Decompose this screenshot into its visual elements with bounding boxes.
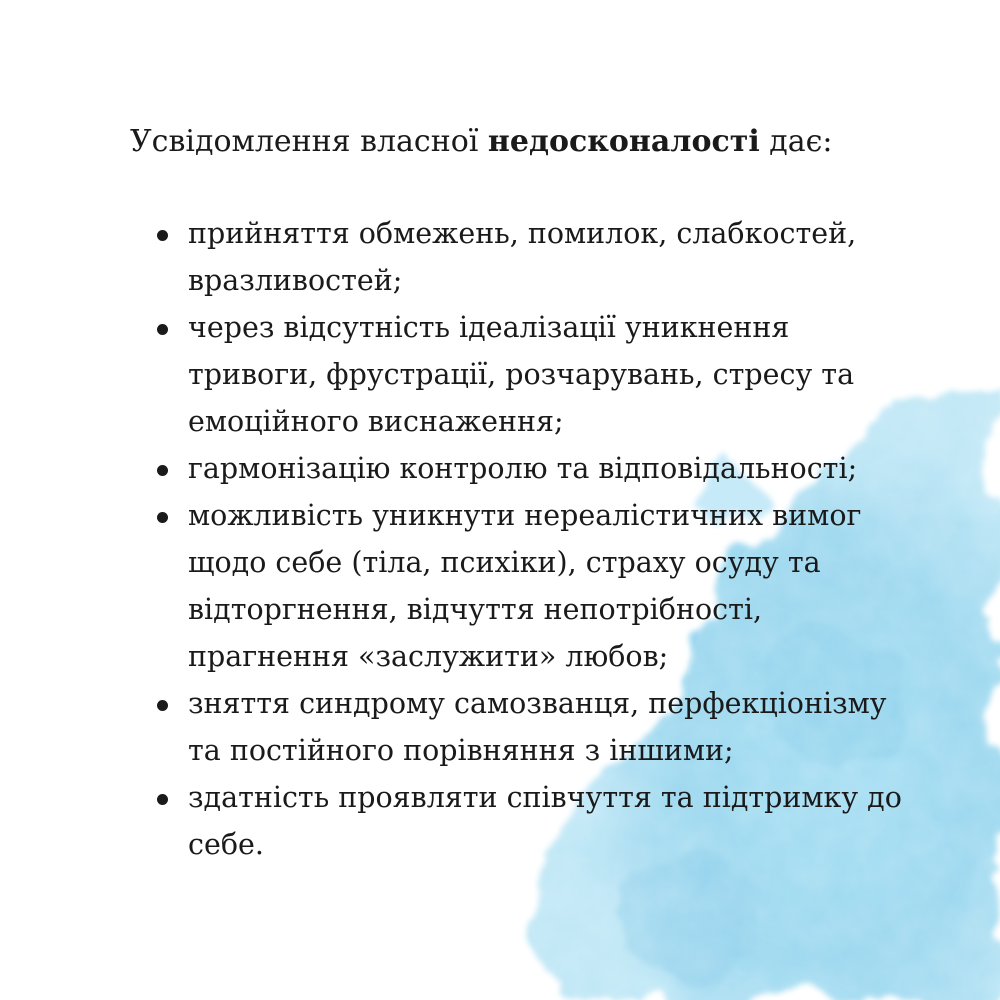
bullet-icon (157, 230, 168, 241)
bullet-icon (157, 700, 168, 711)
bullet-icon (157, 324, 168, 335)
intro-sentence (130, 118, 950, 166)
list-item: прийняття обмежень, помилок, слабкостей, вразливостей; (155, 210, 925, 304)
list-item: можливість уникнути нереалістичних вимог щодо себе (тіла, психіки), страху осуду та відторгнення, відчуття непотрібності, прагнення «заслужити» любов; (155, 492, 925, 680)
list-item: через відсутність ідеалізації уникнення тривоги, фрустрації, розчарувань, стресу та емоційного виснаження; (155, 304, 925, 445)
bullet-list (155, 210, 925, 868)
bullet-icon (157, 794, 168, 805)
intro-emphasis: недосконалості (487, 124, 760, 159)
bullet-icon (157, 512, 168, 523)
intro-text-end: дає: (759, 124, 833, 159)
list-item: зняття синдрому самозванця, перфекціонізму та постійного порівняння з іншими; (155, 680, 925, 774)
bullet-icon (157, 465, 168, 476)
intro-text-start: Усвідомлення власної (130, 124, 488, 159)
list-item: здатність проявляти співчуття та підтримку до себе. (155, 774, 925, 868)
list-item: гармонізацію контролю та відповідальності; (155, 445, 925, 492)
